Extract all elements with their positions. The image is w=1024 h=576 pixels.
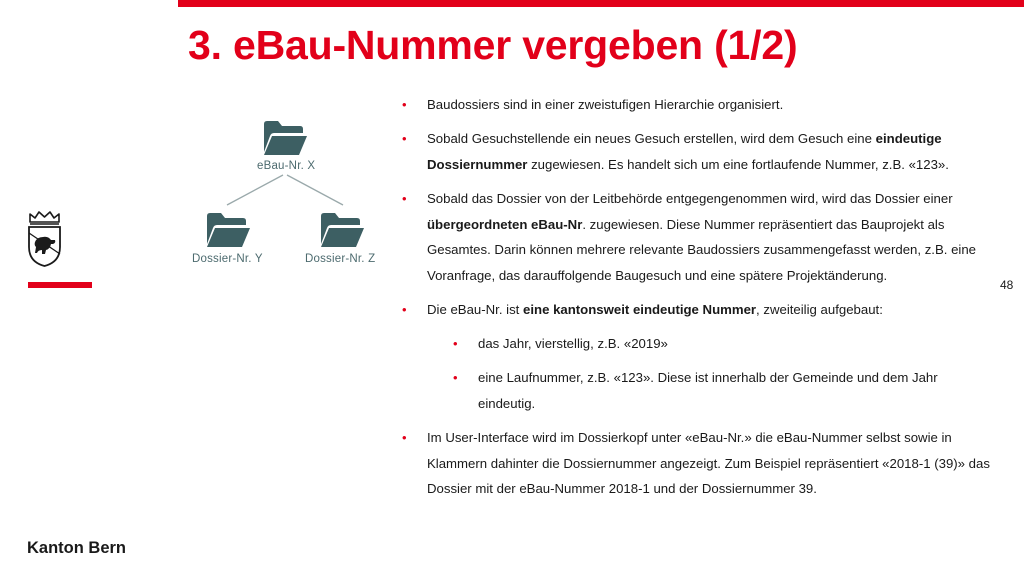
bullet-emphasis: übergeordneten eBau-Nr bbox=[427, 216, 583, 232]
slide-title: 3. eBau-Nummer vergeben (1/2) bbox=[188, 22, 798, 68]
bullet-item bbox=[400, 126, 990, 177]
top-accent-rule bbox=[178, 0, 1024, 7]
bullet-text: , zweiteilig aufgebaut: bbox=[756, 302, 883, 318]
connector-right bbox=[287, 175, 343, 205]
folder-open-icon bbox=[205, 210, 251, 250]
footer-kanton: Kanton Bern bbox=[27, 539, 126, 557]
sub-bullet-item bbox=[427, 365, 990, 416]
page-number: 48 bbox=[1000, 278, 1014, 292]
bullet-list bbox=[400, 92, 990, 510]
bullet-text: . zugewiesen. Diese Nummer repräsentiert das Bauprojekt als Gesamtes. Darin können mehrere relevante Baudossiers zusammengefasst werden, z.B. eine Voranfrage, das darauffolgende Baugesuch und eine spätere Projektänderung. bbox=[427, 216, 977, 283]
bullet-item bbox=[400, 92, 990, 118]
node-label-dossier-y: Dossier-Nr. Y bbox=[192, 253, 263, 265]
footer-accent-bar bbox=[28, 282, 92, 288]
hierarchy-diagram bbox=[185, 112, 390, 277]
bullet-text: eine Laufnummer, z.B. «123». Diese ist innerhalb der Gemeinde und dem Jahr eindeutig. bbox=[478, 370, 938, 411]
bullet-emphasis: eine kantonsweit eindeutige Nummer bbox=[523, 302, 757, 318]
bullet-item bbox=[400, 425, 990, 502]
bullet-text: zugewiesen. Es handelt sich um eine fortlaufende Nummer, z.B. «123». bbox=[527, 156, 949, 172]
bullet-item bbox=[400, 297, 990, 416]
bullet-emphasis: eindeutige Dossiernummer bbox=[427, 131, 942, 172]
sub-bullet-item bbox=[427, 331, 990, 357]
bullet-text: Baudossiers sind in einer zweistufigen Hierarchie organisiert. bbox=[427, 97, 784, 112]
sub-bullet-list bbox=[427, 331, 990, 416]
folder-open-icon bbox=[262, 118, 308, 158]
bullet-text: das Jahr, vierstellig, z.B. «2019» bbox=[478, 335, 668, 351]
connector-left bbox=[227, 175, 283, 205]
node-label-dossier-z: Dossier-Nr. Z bbox=[305, 253, 376, 265]
bullet-text: Sobald Gesuchstellende ein neues Gesuch erstellen, wird dem Gesuch eine bbox=[427, 131, 876, 147]
bullet-text: Die eBau-Nr. ist bbox=[427, 302, 524, 318]
folder-open-icon bbox=[319, 210, 365, 250]
bullet-text: Sobald das Dossier von der Leitbehörde entgegengenommen wird, wird das Dossier einer bbox=[427, 191, 953, 207]
bullet-text: Im User-Interface wird im Dossierkopf unter «eBau-Nr.» die eBau-Nummer selbst sowie in Klammern dahinter die Dossiernummer angezeigt. Zum Beispiel repräsentiert «2018-1 (39)» das Dossier mit der eBau-Nummer 2018-1 und der Dossiernummer 39. bbox=[427, 429, 990, 497]
node-label-ebau: eBau-Nr. X bbox=[257, 160, 316, 172]
bullet-item bbox=[400, 186, 990, 288]
bern-coat-of-arms-icon bbox=[26, 209, 63, 267]
